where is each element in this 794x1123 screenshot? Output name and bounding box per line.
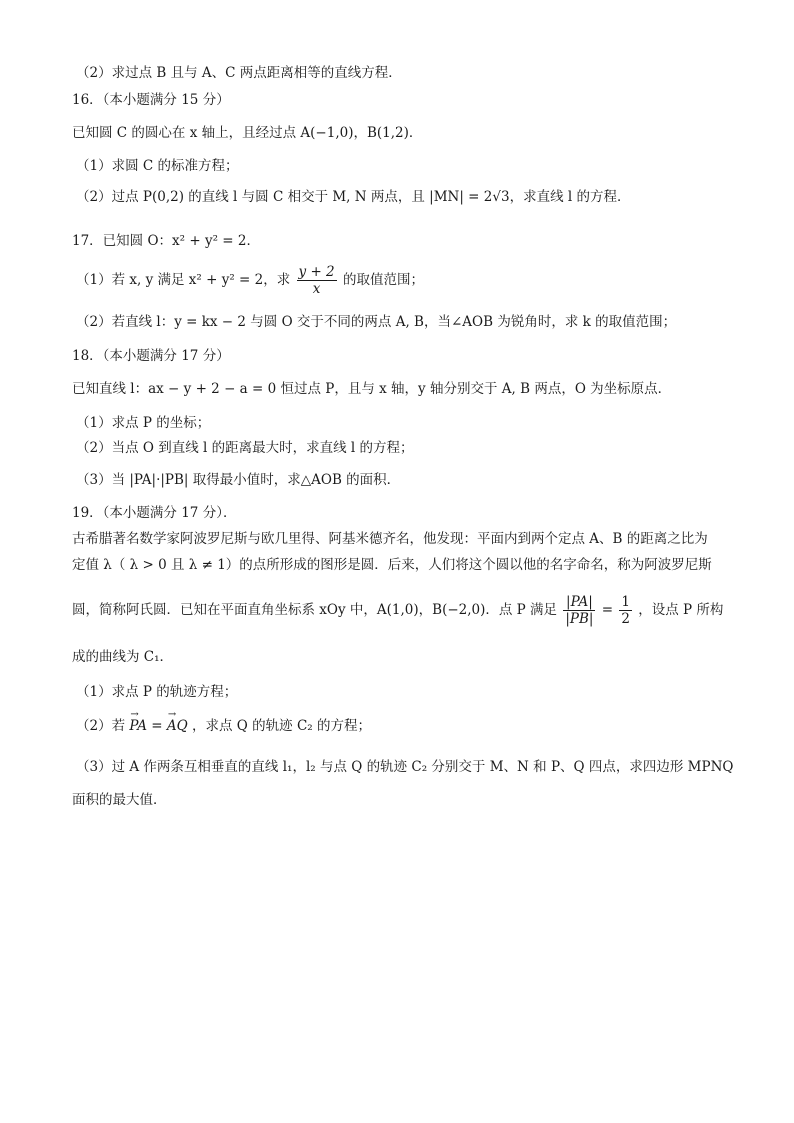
q19-part2-text-b: ，求点 Q 的轨迹 C₂ 的方程； bbox=[192, 718, 371, 734]
q16-stem: 已知圆 C 的圆心在 x 轴上，且经过点 A(−1,0)，B(1,2)． bbox=[72, 125, 423, 141]
q17-stem: 17．已知圆 O：x² + y² = 2． bbox=[72, 233, 260, 249]
q19-half-fraction bbox=[619, 594, 632, 627]
q17-fraction-numerator: y + 2 bbox=[298, 264, 335, 280]
q15-part2: （2）求过点 B 且与 A、C 两点距离相等的直线方程． bbox=[76, 65, 402, 81]
q19-stem-3-text-a: 圆，简称阿氏圆．已知在平面直角坐标系 xOy 中，A(1,0)，B(−2,0)．点 P 满足 bbox=[72, 602, 558, 618]
q19-stem-2: 定值 λ（ λ > 0 且 λ ≠ 1）的点所形成的图形是圆．后来，人们将这个圆以他的名字命名，称为阿波罗尼斯 bbox=[72, 557, 712, 573]
q19-part3-cont: 面积的最大值． bbox=[72, 792, 167, 808]
q19-stem-3 bbox=[72, 590, 723, 630]
q18-header: 18．（本小题满分 17 分） bbox=[72, 348, 230, 364]
q19-part1: （1）求点 P 的轨迹方程； bbox=[76, 684, 238, 700]
q19-part2-text-a: （2）若 bbox=[76, 718, 126, 734]
q17-fraction-denominator: x bbox=[312, 281, 321, 297]
q18-stem: 已知直线 l：ax − y + 2 − a = 0 恒过点 P，且与 x 轴，y 轴分别交于 A, B 两点，O 为坐标原点． bbox=[72, 381, 672, 397]
q19-half-denominator: 2 bbox=[621, 611, 630, 627]
q19-part2 bbox=[76, 717, 371, 735]
q19-stem-1: 古希腊著名数学家阿波罗尼斯与欧几里得、阿基米德齐名，他发现：平面内到两个定点 A、B 的距离之比为 bbox=[72, 531, 708, 547]
q19-header: 19．（本小题满分 17 分）． bbox=[72, 505, 237, 521]
q16-part1: （1）求圆 C 的标准方程； bbox=[76, 158, 239, 174]
q19-half-numerator: 1 bbox=[621, 594, 630, 610]
q18-part3: （3）当 |PA|·|PB| 取得最小值时，求△AOB 的面积． bbox=[76, 472, 401, 488]
vector-pa: → PA bbox=[129, 717, 147, 735]
q16-part2: （2）过点 P(0,2) 的直线 l 与圆 C 相交于 M, N 两点，且 |MN| = 2√3，求直线 l 的方程． bbox=[76, 189, 631, 205]
q19-stem-4: 成的曲线为 C₁． bbox=[72, 649, 174, 665]
q17-part1 bbox=[76, 262, 424, 298]
q19-part3: （3）过 A 作两条互相垂直的直线 l₁，l₂ 与点 Q 的轨迹 C₂ 分别交于 M、N 和 P、Q 四点，求四边形 MPNQ bbox=[76, 759, 734, 775]
q17-part1-text-a: （1）若 x, y 满足 x² + y² = 2，求 bbox=[76, 272, 291, 288]
q19-ratio-denominator: |PB| bbox=[565, 611, 594, 627]
q19-equals: = bbox=[601, 602, 614, 618]
q17-part2: （2）若直线 l：y = kx − 2 与圆 O 交于不同的两点 A, B，当∠AOB 为锐角时，求 k 的取值范围； bbox=[76, 314, 677, 330]
q17-part1-text-b: 的取值范围； bbox=[342, 272, 424, 288]
q19-stem-3-text-b: ，设点 P 所构 bbox=[638, 602, 724, 618]
q18-part2: （2）当点 O 到直线 l 的距离最大时，求直线 l 的方程； bbox=[76, 440, 414, 456]
q19-part2-equals: = bbox=[151, 718, 163, 734]
vector-aq: → AQ bbox=[167, 717, 188, 735]
q19-ratio-fraction bbox=[563, 594, 595, 627]
q19-ratio-numerator: |PA| bbox=[563, 594, 595, 611]
q17-fraction bbox=[297, 264, 337, 297]
q18-part1: （1）求点 P 的坐标； bbox=[76, 415, 211, 431]
q16-header: 16．（本小题满分 15 分） bbox=[72, 92, 230, 108]
